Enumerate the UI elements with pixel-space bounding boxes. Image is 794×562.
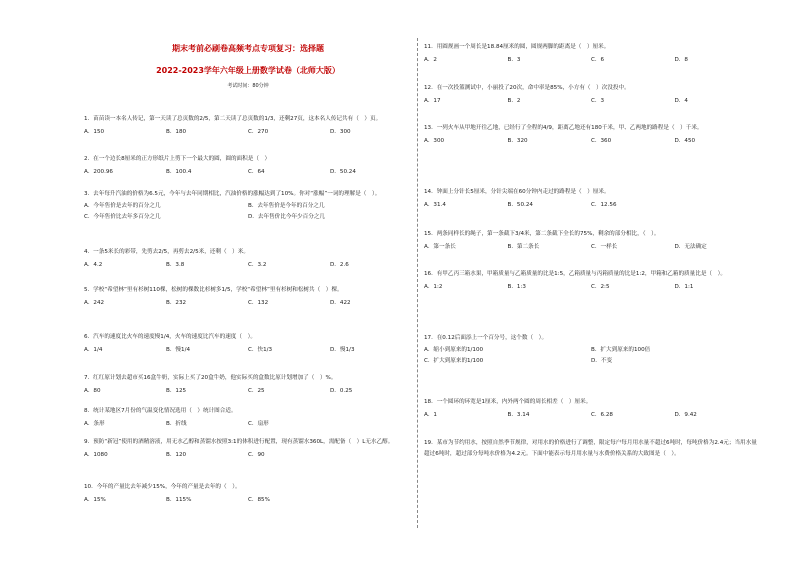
option-b[interactable]: B．3 (507, 57, 521, 63)
question-text: 2．在一个边长8厘米的正方形纸片上剪下一个最大的圆，圆的面积是（ ） (84, 156, 271, 162)
options (424, 201, 758, 209)
option-c[interactable]: C．360 (591, 138, 612, 144)
option-d[interactable]: D．无法确定 (674, 244, 707, 250)
question-15 (424, 230, 758, 251)
options (84, 387, 412, 395)
option-c[interactable]: C．132 (248, 300, 269, 306)
option-d[interactable]: D．0.25 (330, 388, 353, 394)
option-b[interactable]: B．232 (166, 300, 187, 306)
option-a[interactable]: A．今年售价是去年的百分之几 (84, 203, 161, 209)
question-17 (424, 334, 758, 368)
question-text: 6．汽车的速度比火车的速度慢1/4，火车的速度比汽车的速度（ ）。 (84, 334, 256, 340)
question-text: 5．学校“希望林”里有杉树110棵，松树的棵数比杉树多1/5，学校“希望林”里有杉树和松树共（ ）棵。 (84, 287, 343, 293)
options (424, 411, 758, 419)
option-c[interactable]: C．扩大到原来的1/100 (424, 358, 484, 364)
options (84, 496, 412, 504)
option-d[interactable]: D．不变 (591, 358, 613, 364)
options (424, 346, 758, 368)
option-b[interactable]: B．120 (166, 452, 187, 458)
option-d[interactable]: D．慢1/3 (330, 347, 355, 353)
option-c[interactable]: C．2:5 (591, 284, 610, 290)
question-9 (84, 438, 412, 459)
option-a[interactable]: A．200.96 (84, 169, 113, 175)
option-d[interactable]: D．4 (674, 98, 688, 104)
option-a[interactable]: A．150 (84, 129, 105, 135)
question-5 (84, 286, 412, 307)
exam-title: 期末考前必刷卷高频考点专项复习：选择题 (172, 44, 324, 53)
question-text: 4．一条5米长的彩带，先剪去2/5，再剪去2/5米，还剩（ ）米。 (84, 249, 249, 255)
question-text: 18．一个圆环的环宽是1厘米，内外两个圆的周长相差（ ）厘米。 (424, 399, 592, 405)
question-text: 14．钟面上分针长5厘米，分针尖端在60分钟内走过的路程是（ ）厘米。 (424, 189, 610, 195)
options (84, 420, 412, 428)
option-c[interactable]: C．快1/3 (248, 347, 273, 353)
options (84, 261, 412, 269)
question-19 (424, 438, 758, 460)
option-a[interactable]: A．300 (424, 138, 445, 144)
options (424, 97, 758, 105)
question-18 (424, 398, 758, 419)
question-14 (424, 188, 758, 209)
question-11 (424, 43, 758, 64)
question-2 (84, 155, 412, 176)
question-text: 13．一列火车从甲地开往乙地，已经行了全程的4/9，距离乙地还有180千米，甲、乙两地的路程是（ ）千米。 (424, 125, 703, 131)
option-c[interactable]: C．一样长 (591, 244, 618, 250)
option-b[interactable]: B．320 (507, 138, 528, 144)
option-c[interactable]: C．今年售价比去年多百分之几 (84, 214, 161, 220)
option-d[interactable]: D．9.42 (674, 412, 697, 418)
option-a[interactable]: A．1/4 (84, 347, 103, 353)
option-b[interactable]: B．100.4 (166, 169, 192, 175)
option-b[interactable]: B．扩大到原来的100倍 (591, 347, 651, 353)
question-text: 16．有甲乙丙三箱水果，甲箱质量与乙箱质量的比是1:5，乙箱质量与丙箱质量的比是1:2，甲箱和乙箱的质量比是（ ）。 (424, 271, 727, 277)
option-b[interactable]: B．115% (166, 497, 192, 503)
options (84, 128, 412, 136)
options (424, 243, 758, 251)
question-6 (84, 333, 412, 354)
options (424, 56, 758, 64)
question-12 (424, 84, 758, 105)
question-text: 11．用圆规画一个周长是18.84厘米的圆，圆规两脚的距离是（ ）厘米。 (424, 44, 610, 50)
question-text: 7．红红原计划去超市买16盒牛奶，实际上买了20盒牛奶，他实际买的盒数比原计划增加了（ ）%。 (84, 375, 337, 381)
column-divider (417, 38, 418, 528)
question-text: 15．两条同样长的绳子，第一条截下3/4米，第二条截下全长的75%，剩余的部分相比，（ ）。 (424, 231, 660, 237)
option-b[interactable]: B．慢1/4 (166, 347, 191, 353)
question-13 (424, 124, 758, 145)
option-b[interactable]: B．1:3 (507, 284, 526, 290)
option-a[interactable]: A．242 (84, 300, 105, 306)
option-a[interactable]: A．31.4 (424, 202, 446, 208)
question-text: 3．去年每升汽油的价格为6.5元，今年与去年同期相比，汽油价格的涨幅达到了10%。你对“涨幅”一词的理解是（ ）。 (84, 191, 381, 197)
question-3 (84, 190, 412, 224)
option-c[interactable]: C．90 (248, 452, 265, 458)
question-text: 19．某市为节约用水，按照自然季节规律，对用水的价格进行了调整，限定每户每月用水量不超过6吨时，每吨价格为2.4元；当用水量超过6吨时，超过部分每吨水价格为4.2元。下面中能表示每月用水量与水费价格关系的大致图是（ ）。 (424, 440, 757, 457)
option-c[interactable]: C．12.56 (591, 202, 617, 208)
option-c[interactable]: C．85% (248, 497, 270, 503)
option-b[interactable]: B．折线 (166, 421, 187, 427)
option-d[interactable]: D．去年售价比今年少百分之几 (248, 214, 326, 220)
question-1 (84, 115, 412, 136)
option-a[interactable]: A．4.2 (84, 262, 103, 268)
option-d[interactable]: D．2.6 (330, 262, 349, 268)
option-b[interactable]: B．第二条长 (507, 244, 540, 250)
options (84, 202, 412, 224)
options (84, 346, 412, 354)
option-d[interactable]: D．50.24 (330, 169, 356, 175)
question-text: 10．今年的产量比去年减少15%，今年的产量是去年的（ ）。 (84, 484, 241, 490)
question-text: 8．统计某地区7月份的气温变化情况选用（ ）统计图合适。 (84, 408, 237, 414)
option-a[interactable]: A．条形 (84, 421, 105, 427)
option-a[interactable]: A．80 (84, 388, 101, 394)
option-a[interactable]: A．1080 (84, 452, 108, 458)
option-c[interactable]: C．3.2 (248, 262, 267, 268)
question-7 (84, 374, 412, 395)
option-d[interactable]: D．8 (674, 57, 688, 63)
exam-subtitle: 2022-2023学年六年级上册数学试卷（北师大版） (156, 66, 340, 75)
question-4 (84, 248, 412, 269)
option-a[interactable]: A．1 (424, 412, 437, 418)
option-b[interactable]: B．去年售价是今年的百分之几 (248, 203, 325, 209)
option-b[interactable]: B．50.24 (507, 202, 533, 208)
option-b[interactable]: B．125 (166, 388, 187, 394)
options (424, 283, 758, 291)
option-a[interactable]: A．17 (424, 98, 441, 104)
option-d[interactable]: D．1:1 (674, 284, 694, 290)
question-16 (424, 270, 758, 291)
options (84, 168, 412, 176)
option-a[interactable]: A．1:2 (424, 284, 443, 290)
options (84, 451, 412, 459)
option-d[interactable]: D．450 (674, 138, 696, 144)
option-d[interactable]: D．300 (330, 129, 351, 135)
option-a[interactable]: A．2 (424, 57, 437, 63)
option-b[interactable]: B．180 (166, 129, 187, 135)
option-a[interactable]: A．15% (84, 497, 106, 503)
option-b[interactable]: B．3.8 (166, 262, 185, 268)
question-text: 17．在0.12后面添上一个百分号，这个数（ ）。 (424, 335, 548, 341)
question-text: 9．预防“新冠”使用的酒精溶液，用无水乙醇和蒸馏水按照3:1的体积进行配置，现有蒸馏水360L，需配备（ ）L无水乙醇。 (84, 439, 394, 445)
option-c[interactable]: C．6.28 (591, 412, 613, 418)
question-text: 1．苗苗读一本名人传记，第一天读了总页数的2/5，第二天读了总页数的1/3，还剩27页，这本名人传记共有（ ）页。 (84, 116, 382, 122)
options (84, 299, 412, 307)
question-8 (84, 407, 412, 428)
option-d[interactable]: D．422 (330, 300, 351, 306)
option-c[interactable]: C．64 (248, 169, 265, 175)
question-10 (84, 483, 412, 504)
options (424, 137, 758, 145)
option-c[interactable]: C．270 (248, 129, 269, 135)
question-text: 12．在一次投篮测试中，小丽投了20次，命中率是85%，小方有（ ）次没投中。 (424, 85, 630, 91)
option-a[interactable]: A．缩小到原来的1/100 (424, 347, 484, 353)
option-b[interactable]: B．2 (507, 98, 521, 104)
option-c[interactable]: C．6 (591, 57, 605, 63)
option-c[interactable]: C．3 (591, 98, 605, 104)
exam-time: 考试时间：80分钟 (227, 83, 269, 89)
option-a[interactable]: A．第一条长 (424, 244, 456, 250)
option-c[interactable]: C．25 (248, 388, 265, 394)
option-b[interactable]: B．3.14 (507, 412, 530, 418)
option-c[interactable]: C．扇形 (248, 421, 269, 427)
